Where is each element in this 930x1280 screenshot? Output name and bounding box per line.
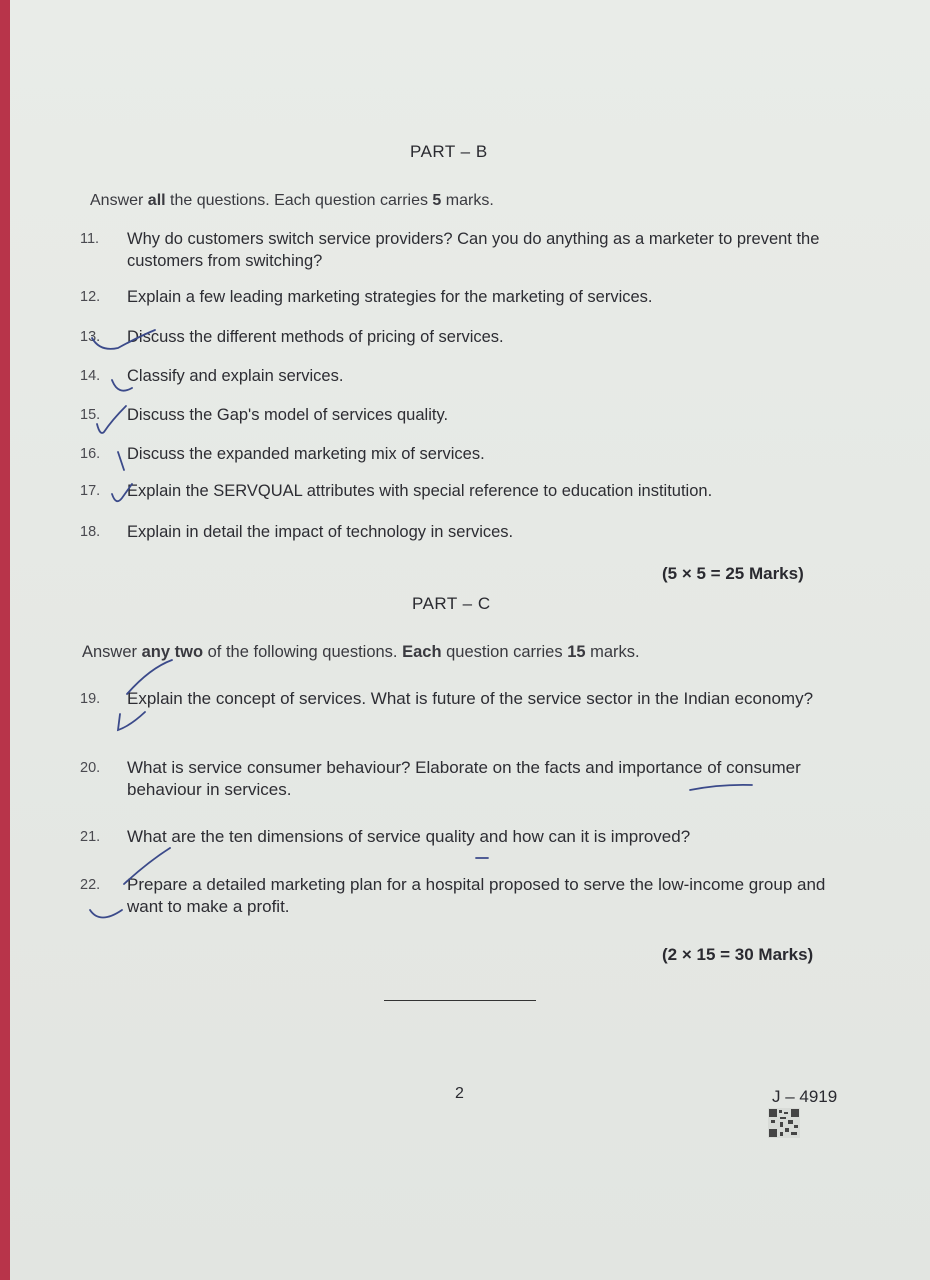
question-number: 18. xyxy=(80,524,101,540)
part-b-instruction xyxy=(90,192,494,210)
question-number: 22. xyxy=(80,877,101,893)
question-text: Why do customers switch service providers? Can you do anything as a marketer to prevent the customers from switching? xyxy=(127,230,820,270)
question-text: Classify and explain services. xyxy=(127,367,344,385)
instruction-text: the questions. Each question carries xyxy=(165,192,433,209)
question-number: 12. xyxy=(80,289,101,305)
question-text: Discuss the Gap's model of services quality. xyxy=(127,406,449,424)
question-text: Prepare a detailed marketing plan for a hospital proposed to serve the low-income group and want to make a profit. xyxy=(127,875,826,916)
question-number: 13. xyxy=(80,329,101,345)
part-b-heading: PART – B xyxy=(410,142,488,161)
question-text: Explain the concept of services. What is future of the service sector in the Indian economy? xyxy=(127,689,814,708)
part-c-marks: (2 × 15 = 30 Marks) xyxy=(662,945,814,964)
instruction-text: Answer xyxy=(82,643,142,661)
question-text: Explain in detail the impact of technology in services. xyxy=(127,523,514,541)
part-b-marks: (5 × 5 = 25 Marks) xyxy=(662,564,804,583)
question-text: Explain a few leading marketing strategies for the marketing of services. xyxy=(127,288,653,306)
question-number: 11. xyxy=(80,231,100,247)
instruction-text: marks. xyxy=(441,192,494,209)
question-number: 14. xyxy=(80,368,101,384)
question-text: Discuss the different methods of pricing of services. xyxy=(127,328,504,346)
instruction-bold: any two xyxy=(141,643,204,661)
instruction-text: question carries xyxy=(441,643,568,661)
part-c-heading: PART – C xyxy=(412,594,491,613)
instruction-text: Answer xyxy=(90,192,148,209)
end-divider xyxy=(384,1000,536,1001)
qr-code-icon xyxy=(768,1108,800,1138)
instruction-bold: Each xyxy=(402,643,442,661)
instruction-text: marks. xyxy=(585,643,640,661)
question-number: 16. xyxy=(80,446,101,462)
question-number: 20. xyxy=(80,760,101,776)
question-text: Discuss the expanded marketing mix of services. xyxy=(127,445,485,463)
paper-code: J – 4919 xyxy=(772,1087,838,1106)
question-text: Explain the SERVQUAL attributes with special reference to education institution. xyxy=(127,482,713,500)
instruction-text: of the following questions. xyxy=(203,643,403,661)
question-number: 17. xyxy=(80,483,101,499)
page-number: 2 xyxy=(455,1085,464,1102)
question-number: 21. xyxy=(80,829,101,845)
instruction-bold: 5 xyxy=(432,192,442,209)
question-text: What is service consumer behaviour? Elaborate on the facts and importance of consumer behaviour in services. xyxy=(127,758,801,799)
question-number: 19. xyxy=(80,691,101,707)
instruction-bold: 15 xyxy=(567,643,586,661)
part-c-instruction xyxy=(82,643,640,662)
instruction-bold: all xyxy=(147,192,166,209)
question-text: What are the ten dimensions of service quality and how can it is improved? xyxy=(127,827,691,846)
question-number: 15. xyxy=(80,407,101,423)
